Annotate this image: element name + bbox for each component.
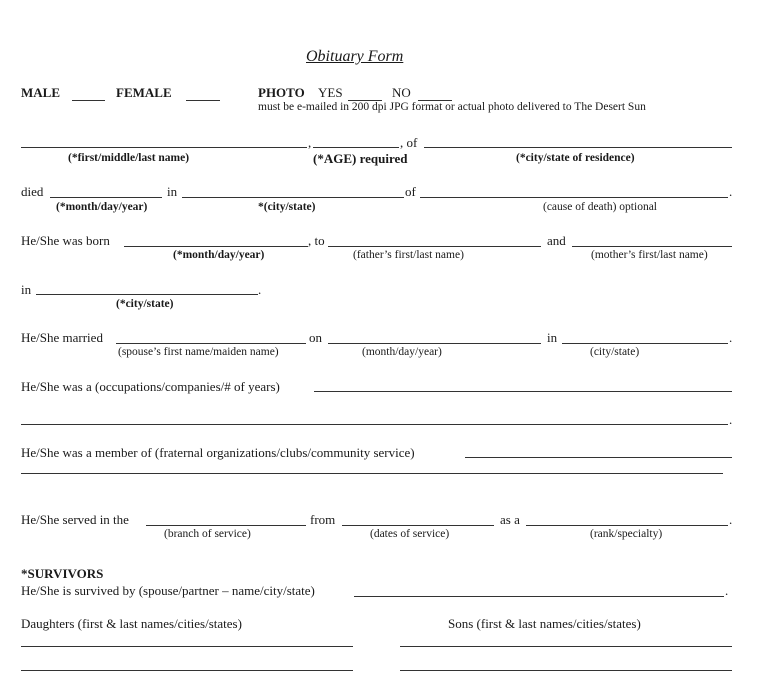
sons-label: Sons (first & last names/cities/states) (448, 616, 641, 631)
marriage-date-field[interactable] (328, 343, 541, 344)
father-caption: (father’s first/last name) (353, 249, 464, 261)
occupations-label: He/She was a (occupations/companies/# of years) (21, 379, 280, 394)
membership-field-line-2[interactable] (21, 473, 723, 474)
married-on-label: on (309, 330, 322, 345)
survived-by-field[interactable] (354, 596, 724, 597)
survived-by-label: He/She is survived by (spouse/partner – name/city/state) (21, 583, 315, 598)
form-title: Obituary Form (306, 48, 404, 65)
membership-label: He/She was a member of (fraternal organizations/clubs/community service) (21, 445, 415, 460)
born-label: He/She was born (21, 233, 110, 248)
daughters-label: Daughters (first & last names/cities/states) (21, 616, 242, 631)
born-and-label: and (547, 233, 566, 248)
died-label: died (21, 184, 44, 199)
death-in-label: in (167, 184, 178, 199)
dates-of-service-field[interactable] (342, 525, 494, 526)
daughters-field-2[interactable] (21, 670, 353, 671)
mother-caption: (mother’s first/last name) (591, 249, 708, 261)
daughters-field-1[interactable] (21, 646, 353, 647)
photo-no-label: NO (392, 85, 411, 100)
married-in-label: in (547, 330, 558, 345)
served-label: He/She served in the (21, 512, 129, 527)
female-blank[interactable] (186, 100, 220, 101)
birth-place-period: . (258, 282, 262, 297)
father-name-field[interactable] (328, 246, 541, 247)
marriage-date-caption: (month/day/year) (362, 346, 442, 358)
marriage-place-caption: (city/state) (590, 346, 640, 358)
female-label: FEMALE (116, 85, 172, 100)
name-field[interactable] (21, 147, 307, 148)
birth-in-label: in (21, 282, 32, 297)
survivors-heading: *SURVIVORS (21, 566, 104, 581)
birth-place-caption: (*city/state) (116, 298, 174, 310)
male-blank[interactable] (72, 100, 105, 101)
death-place-caption: *(city/state) (258, 201, 316, 213)
cause-of-death-field[interactable] (420, 197, 728, 198)
occupations-field-line-2[interactable] (21, 424, 728, 425)
born-to-label: , to (308, 233, 325, 248)
spouse-name-field[interactable] (116, 343, 306, 344)
death-period: . (729, 184, 733, 199)
residence-field[interactable] (424, 147, 732, 148)
served-period: . (729, 512, 733, 527)
occupations-period: . (729, 412, 733, 427)
survived-by-period: . (725, 583, 729, 598)
mother-name-field[interactable] (572, 246, 732, 247)
married-period: . (729, 330, 733, 345)
photo-note: must be e-mailed in 200 dpi JPG format or actual photo delivered to The Desert Sun (258, 101, 646, 113)
marriage-place-field[interactable] (562, 343, 728, 344)
death-date-field[interactable] (50, 197, 162, 198)
photo-yes-label: YES (318, 85, 343, 100)
sons-field-2[interactable] (400, 670, 732, 671)
age-caption: (*AGE) required (313, 151, 408, 166)
male-label: MALE (21, 85, 60, 100)
birth-place-field[interactable] (36, 294, 258, 295)
of-label: , of (400, 135, 418, 150)
residence-caption: (*city/state of residence) (516, 152, 635, 164)
birth-date-caption: (*month/day/year) (173, 249, 265, 261)
married-label: He/She married (21, 330, 103, 345)
birth-date-field[interactable] (124, 246, 308, 247)
dates-caption: (dates of service) (370, 528, 450, 540)
served-from-label: from (310, 512, 336, 527)
rank-caption: (rank/specialty) (590, 528, 663, 540)
served-as-label: as a (500, 512, 520, 527)
membership-field[interactable] (465, 457, 732, 458)
name-caption: (*first/middle/last name) (68, 152, 190, 164)
sons-field-1[interactable] (400, 646, 732, 647)
death-date-caption: (*month/day/year) (56, 201, 148, 213)
spouse-caption: (spouse’s first name/maiden name) (118, 346, 279, 358)
age-field[interactable] (313, 147, 399, 148)
death-place-field[interactable] (182, 197, 404, 198)
death-of-label: of (405, 184, 416, 199)
branch-of-service-field[interactable] (146, 525, 306, 526)
occupations-field[interactable] (314, 391, 732, 392)
cause-of-death-caption: (cause of death) optional (543, 201, 657, 213)
branch-caption: (branch of service) (164, 528, 251, 540)
name-comma: , (308, 135, 312, 150)
rank-field[interactable] (526, 525, 728, 526)
photo-label: PHOTO (258, 85, 305, 100)
